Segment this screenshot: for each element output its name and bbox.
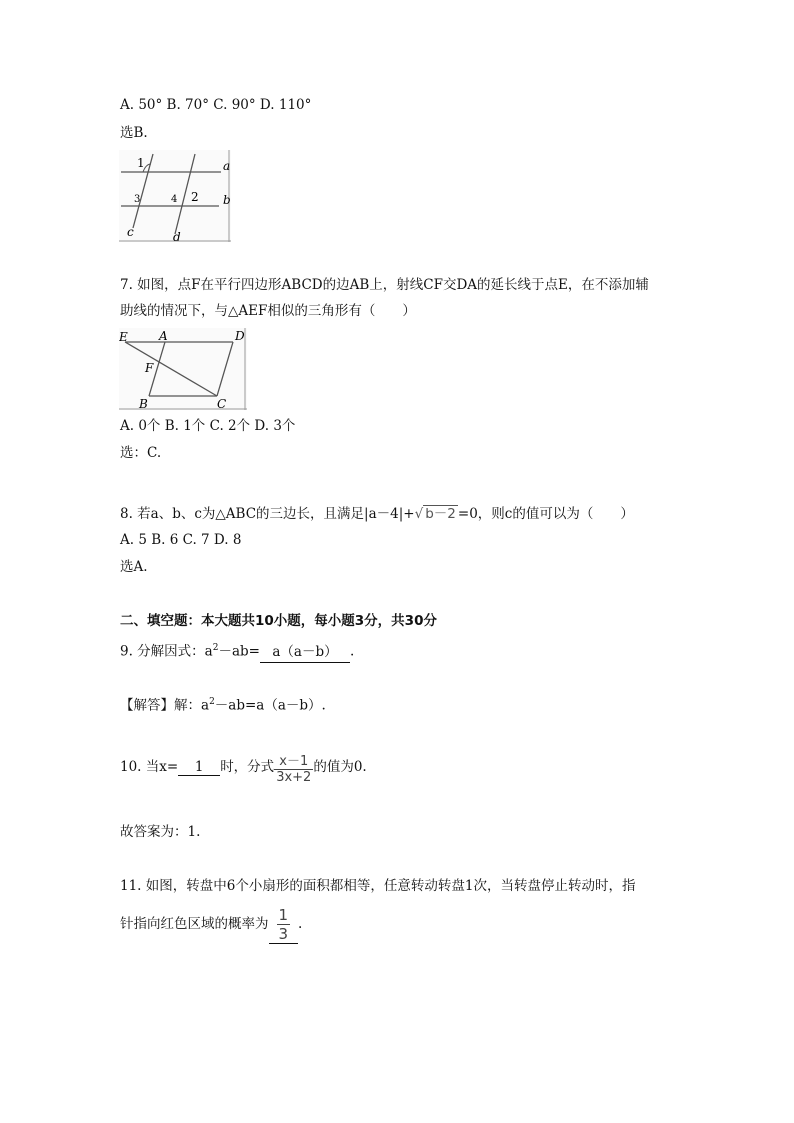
q9-exponent: 2 (212, 643, 219, 653)
q11-suffix: . (298, 916, 303, 932)
parallel-lines-figure (119, 150, 231, 242)
q7-answer: 选：C. (120, 445, 162, 461)
label-F: F (145, 361, 154, 375)
q9-answer-blank: a（a－b） (260, 642, 350, 663)
q11-prefix: 针指向红色区域的概率为 (120, 916, 269, 932)
label-3: 3 (134, 194, 141, 205)
q11-text-line2 (120, 906, 302, 944)
label-2: 2 (191, 190, 199, 204)
q9-sol-suffix: －ab=a（a－b）. (214, 697, 326, 714)
q10-question (120, 750, 367, 785)
q11-text-line1: 11. 如图，转盘中6个小扇形的面积都相等，任意转动转盘1次，当转盘停止转动时，指 (120, 878, 636, 894)
parallelogram-figure (119, 328, 247, 410)
q10-prefix: 10. 当x= (120, 759, 179, 775)
q10-answer: 故答案为：1. (120, 824, 201, 840)
q10-suffix: 的值为0. (313, 759, 367, 775)
label-d: d (173, 230, 181, 242)
label-b: b (223, 193, 231, 207)
label-E: E (119, 330, 128, 344)
q9-sol-exponent: 2 (209, 697, 215, 707)
q9-prefix: 9. 分解因式：a (120, 643, 213, 660)
fraction-numerator: x－1 (274, 750, 313, 770)
sqrt-expression: √ b－2 (414, 506, 456, 522)
q9-suffix: . (349, 643, 355, 660)
q8-options: A. 5 B. 6 C. 7 D. 8 (120, 532, 242, 548)
q11-fraction (277, 906, 291, 943)
sqrt-radicand: b－2 (425, 506, 456, 522)
fraction-denominator: 3x+2 (276, 770, 312, 785)
section-heading: 二、填空题：本大题共10小题，每小题3分，共30分 (120, 613, 437, 629)
q9-mid: －ab= (218, 643, 260, 660)
q6-options: A. 50° B. 70° C. 90° D. 110° (120, 97, 312, 113)
q11-answer-blank (269, 906, 299, 944)
label-c: c (127, 225, 134, 239)
q8-text-prefix: 8. 若a、b、c为△ABC的三边长，且满足|a－4|+ (120, 506, 415, 522)
q7-text-line2: 助线的情况下，与△AEF相似的三角形有（ ） (120, 303, 416, 319)
fraction-numerator: 1 (278, 906, 289, 924)
q8-question (120, 504, 634, 524)
label-a: a (223, 159, 231, 173)
q8-answer: 选A. (120, 559, 148, 575)
q10-mid: 时，分式 (220, 759, 275, 775)
q9-question (120, 638, 354, 663)
q6-answer: 选B. (120, 125, 148, 141)
q7-options: A. 0个 B. 1个 C. 2个 D. 3个 (120, 418, 296, 434)
label-B: B (139, 397, 148, 410)
q10-answer-blank: 1 (178, 759, 220, 776)
q7-text-line1: 7. 如图，点F在平行四边形ABCD的边AB上，射线CF交DA的延长线于点E，在不添加辅 (120, 277, 649, 293)
label-C: C (217, 397, 227, 410)
q10-fraction (274, 750, 313, 785)
label-4: 4 (171, 194, 178, 205)
label-1: 1 (137, 156, 145, 170)
q9-solution (120, 692, 326, 716)
fraction-denominator: 3 (278, 925, 289, 943)
q9-sol-prefix: 【解答】解：a (120, 697, 210, 714)
label-D: D (235, 329, 245, 343)
label-A: A (159, 329, 168, 343)
q8-text-suffix: =0，则c的值可以为（ ） (457, 506, 634, 522)
